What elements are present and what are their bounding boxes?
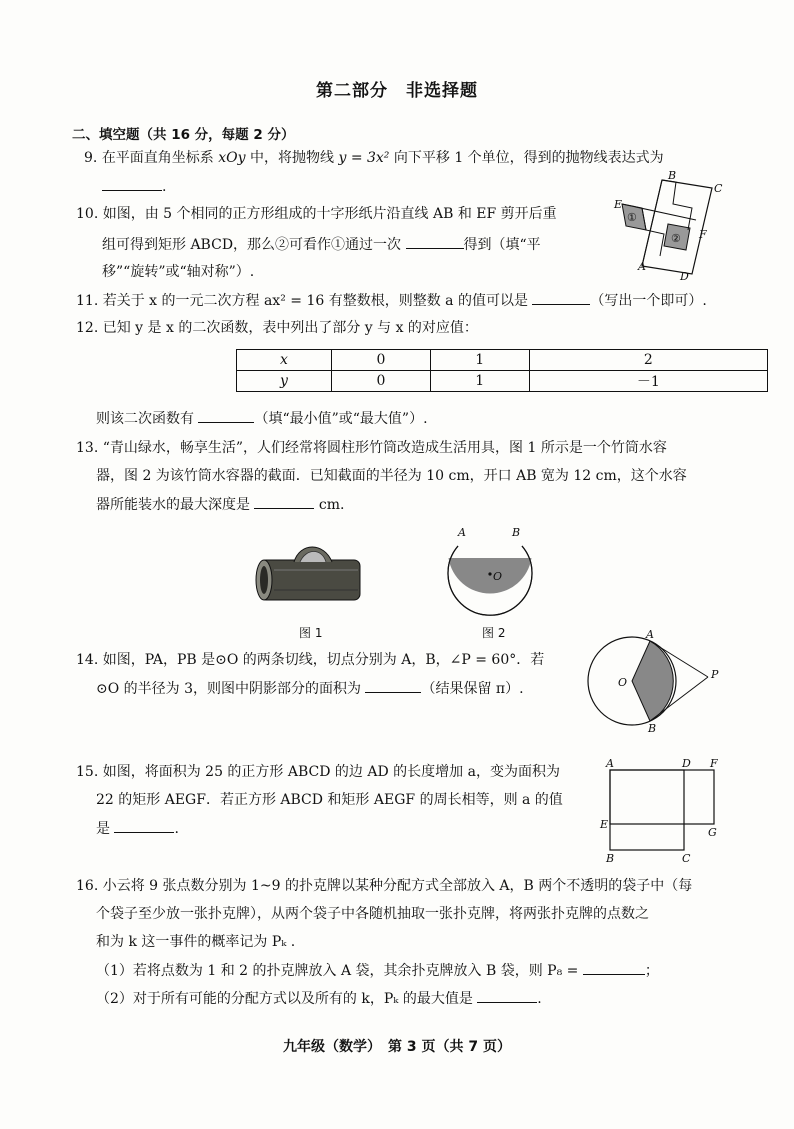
answer-blank[interactable]	[477, 988, 537, 1003]
label-o: O	[493, 570, 503, 583]
question-text: 在平面直角坐标系	[101, 150, 219, 166]
table-row	[237, 371, 768, 392]
question-text: 器所能装水的最大深度是	[96, 497, 255, 513]
question-text: 和为 k 这一事件的概率记为 Pₖ .	[96, 934, 296, 950]
question-13-line2	[96, 466, 687, 486]
question-9-line1	[84, 148, 664, 168]
question-15-line2	[96, 790, 563, 810]
question-16-part2	[96, 988, 542, 1009]
question-9-line2	[102, 176, 166, 197]
question-text: 已知 y 是 x 的二次函数，表中列出了部分 y 与 x 的对应值：	[102, 320, 478, 336]
question-text: .	[537, 991, 542, 1007]
question-text: 22 的矩形 AEGF．若正方形 ABCD 和矩形 AEGF 的周长相等，则 a 的值	[96, 792, 563, 808]
bamboo-container-photo	[250, 540, 370, 612]
label-c: C	[682, 852, 691, 865]
label-b: B	[648, 722, 657, 735]
question-text: “青山绿水，畅享生活”，人们经常将圆柱形竹筒改造成生活用具，图 1 所示是一个竹筒水容	[102, 440, 667, 456]
question-text: ；	[644, 963, 659, 979]
question-text: 小云将 9 张点数分别为 1~9 的扑克牌以某种分配方式全部放入 A，B 两个不透明的袋子中（每	[102, 878, 693, 894]
question-text: 组可得到矩形 ABCD，那么②可看作①通过一次	[102, 237, 406, 253]
table-cell: 0	[332, 350, 431, 371]
table-cell: 1	[430, 350, 529, 371]
piece-2-label: ②	[671, 232, 681, 245]
page-footer: 九年级（数学） 第 3 页（共 7 页）	[283, 1039, 511, 1055]
question-number: 14.	[76, 652, 99, 668]
question-text: 如图，将面积为 25 的正方形 ABCD 的边 AD 的长度增加 a，变为面积为	[102, 764, 560, 780]
question-16-line1	[76, 876, 692, 896]
question-number: 15.	[76, 764, 99, 780]
answer-blank[interactable]	[532, 290, 590, 305]
answer-blank[interactable]	[198, 408, 254, 423]
label-a: A	[638, 260, 646, 273]
label-e: E	[600, 818, 609, 831]
table-cell: 2	[529, 350, 767, 371]
question-text: 中，将抛物线	[245, 150, 339, 166]
question-number: 13.	[76, 440, 99, 456]
question-text: 如图，由 5 个相同的正方形组成的十字形纸片沿直线 AB 和 EF 剪开后重	[102, 206, 557, 222]
label-d: D	[682, 757, 691, 770]
parabola-formula: y = 3x²	[338, 150, 394, 166]
question-text: 个袋子至少放一张扑克牌），从两个袋子中各随机抽取一张扑克牌，将两张扑克牌的点数之	[96, 906, 649, 922]
question-15-line3	[96, 818, 179, 839]
table-cell: y	[237, 371, 332, 392]
question-11	[76, 290, 707, 311]
question-number: 9.	[84, 150, 98, 166]
question-12-answer-line	[96, 408, 428, 429]
label-b: B	[606, 852, 615, 865]
question-number: 10.	[76, 206, 99, 222]
question-13-line3	[96, 494, 344, 515]
table-cell: 0	[332, 371, 431, 392]
question-number: 16.	[76, 878, 99, 894]
question-16-line2	[96, 904, 649, 924]
section-heading: 二、填空题（共 16 分，每题 2 分）	[72, 127, 295, 143]
label-a: A	[606, 757, 614, 770]
piece-1-label: ①	[627, 211, 637, 224]
question-10-line3	[102, 262, 254, 282]
question-number: 11.	[76, 293, 99, 309]
question-number: 12.	[76, 320, 99, 336]
question-15-line1	[76, 762, 560, 782]
value-table	[236, 349, 768, 392]
answer-blank[interactable]	[365, 678, 421, 693]
question-text: .	[174, 821, 179, 837]
question-text: （2）对于所有可能的分配方式以及所有的 k，Pₖ 的最大值是	[96, 991, 478, 1007]
question-text: （写出一个即可）.	[590, 293, 707, 309]
figure-2-caption: 图 2	[482, 626, 506, 640]
figure-1-caption: 图 1	[299, 626, 323, 640]
answer-blank[interactable]	[583, 960, 645, 975]
question-14-line1	[76, 650, 544, 670]
cross-section-figure	[440, 524, 540, 624]
question-text: 向下平移 1 个单位，得到的抛物线表达式为	[393, 150, 664, 166]
question-text: 若关于 x 的一元二次方程 ax² = 16 有整数根，则整数 a 的值可以是	[102, 293, 533, 309]
table-cell: －1	[529, 371, 767, 392]
question-text: （1）若将点数为 1 和 2 的扑克牌放入 A 袋，其余扑克牌放入 B 袋，则 P₈ =	[96, 963, 583, 979]
label-p: P	[711, 668, 719, 681]
question-10-line2	[102, 234, 541, 255]
question-text: （结果保留 π）.	[421, 681, 524, 697]
question-text: 器，图 2 为该竹筒水容器的截面．已知截面的半径为 10 cm，开口 AB 宽为 12 cm，这个水容	[96, 468, 687, 484]
question-10-line1	[76, 204, 557, 224]
question-16-part1	[96, 960, 659, 981]
question-13-line1	[76, 438, 667, 458]
question-text: 是	[96, 821, 115, 837]
label-d: D	[680, 270, 689, 283]
question-text: 移”“旋转”或“轴对称”）.	[102, 264, 255, 280]
answer-blank[interactable]	[254, 494, 314, 509]
label-f: F	[699, 228, 707, 241]
question-14-line2	[96, 678, 524, 699]
page-title: 第二部分 非选择题	[316, 81, 478, 101]
answer-blank[interactable]	[406, 234, 464, 249]
question-text: （填“最小值”或“最大值”）.	[254, 411, 428, 427]
label-a: A	[458, 526, 466, 539]
label-c: C	[714, 182, 723, 195]
label-g: G	[708, 826, 717, 839]
label-f: F	[710, 757, 718, 770]
answer-blank[interactable]	[102, 176, 162, 191]
question-text: 得到（填“平	[463, 237, 541, 253]
question-text: 则该二次函数有	[96, 411, 199, 427]
table-row	[237, 350, 768, 371]
question-text: .	[162, 179, 167, 195]
question-16-line3	[96, 932, 295, 952]
label-b: B	[668, 169, 677, 182]
tangent-circle-figure	[584, 630, 734, 735]
table-cell: x	[237, 350, 332, 371]
question-text: ⊙O 的半径为 3，则图中阴影部分的面积为	[96, 681, 366, 697]
label-b: B	[512, 526, 521, 539]
label-o: O	[618, 676, 628, 689]
table-cell: 1	[430, 371, 529, 392]
answer-blank[interactable]	[114, 818, 174, 833]
label-a: A	[646, 628, 654, 641]
cross-shape-figure	[600, 168, 730, 283]
coordinate-system: xOy	[218, 150, 246, 166]
question-12	[76, 318, 478, 338]
square-rectangle-figure	[600, 758, 725, 866]
label-e: E	[614, 198, 623, 211]
question-text: cm.	[314, 497, 345, 513]
question-text: 如图，PA，PB 是⊙O 的两条切线，切点分别为 A，B，∠P = 60°．若	[102, 652, 545, 668]
